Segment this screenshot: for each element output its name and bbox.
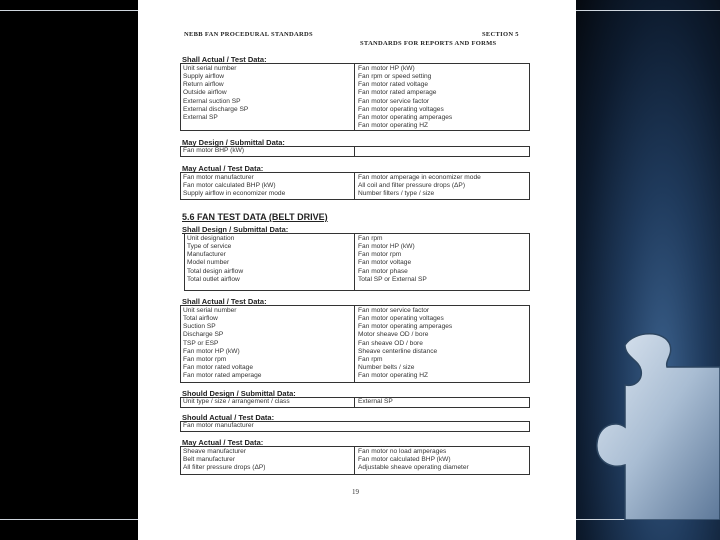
table-cell: Total SP or External SP [358,275,427,283]
table-cell: Fan motor service factor [358,307,430,314]
table-cell: All coil and filter pressure drops (ΔP) [358,182,466,190]
table-left-column [183,65,248,122]
table-cell: Fan motor HP (kW) [358,243,415,251]
table-left-column [183,422,254,430]
table-cell: Suction SP [183,323,216,331]
table-cell: Number filters / type / size [358,190,435,198]
data-table [180,397,530,408]
table-cell: Total design airflow [187,267,244,275]
table-cell: Fan motor phase [358,267,408,275]
table-cell: Fan motor operating voltages [358,315,444,323]
table-cell: Fan motor voltage [358,259,412,267]
table-cell: Fan motor amperage in economizer mode [358,174,481,181]
table-cell: External SP [183,113,218,121]
table-cell: Unit type / size / arrangement / class [183,398,290,405]
table-divider [354,398,355,407]
table-divider [354,173,355,199]
table-cell: Sheave manufacturer [183,448,247,455]
table-cell: Fan rpm [358,235,383,242]
section-title: Should Design / Submittal Data: [182,389,296,398]
data-table [180,305,530,383]
table-divider [354,234,355,290]
table-cell: Fan motor rated voltage [183,364,254,372]
data-table [180,63,530,131]
bottom-rule-left [0,519,138,520]
puzzle-piece-graphic [595,325,720,520]
table-cell: Outside airflow [183,89,227,97]
table-cell: Fan motor calculated BHP (kW) [183,182,276,190]
table-cell: Fan motor rpm [183,355,227,363]
fan-test-title: 5.6 FAN TEST DATA (BELT DRIVE) [182,212,328,222]
table-cell: Sheave centerline distance [358,347,438,355]
table-cell: Number belts / size [358,364,415,372]
table-cell: External SP [358,398,393,405]
table-cell: Supply airflow [183,73,225,81]
table-cell: Type of service [187,243,232,251]
table-cell: Fan motor service factor [358,97,430,105]
section-title: May Actual / Test Data: [182,438,264,447]
table-divider [354,306,355,382]
table-cell: Manufacturer [187,251,226,259]
data-table [180,421,530,432]
table-left-column [187,235,243,284]
table-cell: Unit serial number [183,65,237,72]
header-section: SECTION 5 [482,31,519,38]
data-table [184,233,530,291]
top-rule-right [576,10,720,11]
section-title: May Design / Submittal Data: [182,138,285,147]
table-cell: Fan motor manufacturer [183,422,254,429]
table-left-column [183,147,244,155]
section-title: May Actual / Test Data: [182,164,264,173]
table-cell: External suction SP [183,97,241,105]
table-right-column [358,307,452,380]
section-title: Shall Design / Submittal Data: [182,225,289,234]
table-cell: Fan motor operating amperages [358,323,453,331]
table-cell: Fan motor HP (kW) [358,65,415,72]
table-cell: Fan motor HP (kW) [183,347,240,355]
table-right-column [358,398,393,406]
data-table [180,446,530,475]
left-background [0,0,138,540]
page-number: 19 [352,488,359,496]
document-page [138,0,576,540]
top-rule-left [0,10,138,11]
table-cell: Fan motor manufacturer [183,174,254,181]
section-title: Should Actual / Test Data: [182,413,275,422]
table-right-column [358,65,452,130]
header-subtitle: STANDARDS FOR REPORTS AND FORMS [360,40,497,47]
table-right-column [358,448,469,472]
table-left-column [183,307,261,380]
table-divider [354,447,355,474]
table-cell: Fan sheave OD / bore [358,339,423,347]
section-title: Shall Actual / Test Data: [182,55,267,64]
table-cell: All filter pressure drops (ΔP) [183,464,266,472]
table-cell: Fan motor BHP (kW) [183,147,245,154]
table-cell: Fan motor operating amperages [358,113,453,121]
table-cell: Discharge SP [183,331,224,339]
table-left-column [183,448,265,472]
table-cell: Fan motor calculated BHP (kW) [358,456,451,464]
table-cell: Belt manufacturer [183,456,236,464]
table-cell: Fan motor rated amperage [358,89,437,97]
section-title: Shall Actual / Test Data: [182,297,267,306]
table-divider [354,147,355,156]
table-cell: Total airflow [183,315,218,323]
table-cell: Adjustable sheave operating diameter [358,464,469,472]
table-cell: External discharge SP [183,105,249,113]
table-cell: Fan motor operating HZ [358,372,428,380]
table-cell: Total outlet airflow [187,275,240,283]
table-cell: Return airflow [183,81,224,89]
data-table [180,172,530,200]
data-table [180,146,530,157]
table-cell: Supply airflow in economizer mode [183,190,286,198]
table-cell: Fan motor rated voltage [358,81,429,89]
table-cell: Fan motor operating voltages [358,105,444,113]
table-left-column [183,398,290,406]
table-divider [354,64,355,130]
table-cell: Motor sheave OD / bore [358,331,429,339]
table-right-column [358,235,427,284]
table-right-column [358,174,481,198]
table-cell: Fan rpm [358,355,383,363]
table-cell: Fan motor no load amperages [358,448,447,455]
table-left-column [183,174,285,198]
table-cell: Unit designation [187,235,235,242]
table-cell: Fan motor rpm [358,251,402,259]
header-left: NEBB FAN PROCEDURAL STANDARDS [184,31,313,38]
table-cell: Fan rpm or speed setting [358,73,432,81]
table-cell: TSP or ESP [183,339,219,347]
table-cell: Fan motor rated amperage [183,372,262,380]
table-cell: Unit serial number [183,307,237,314]
table-cell: Fan motor operating HZ [358,122,428,130]
table-cell: Model number [187,259,230,267]
